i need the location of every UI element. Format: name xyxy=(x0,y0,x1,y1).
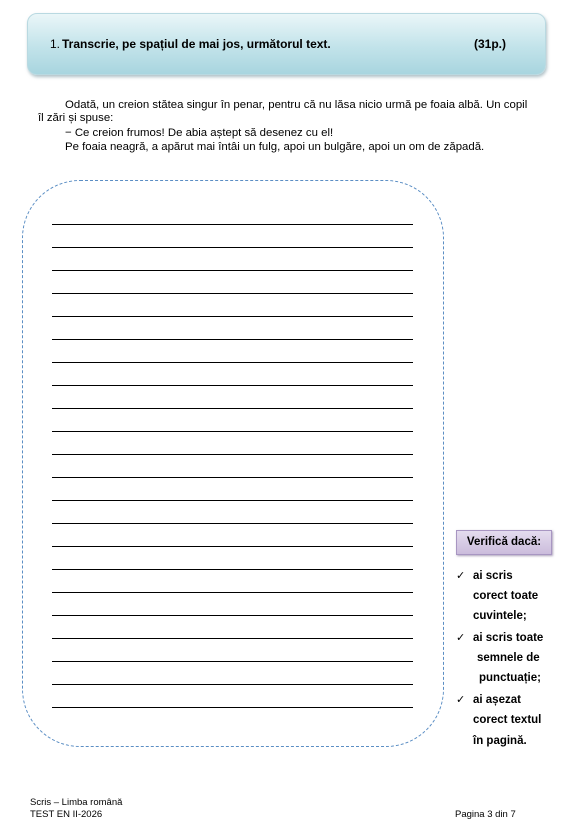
checklist-item-3-line-3: în pagină. xyxy=(473,735,527,747)
writing-line xyxy=(52,316,413,317)
check-icon: ✓ xyxy=(456,570,466,582)
checklist-item-3-line-2: corect textul xyxy=(473,714,542,726)
writing-line xyxy=(52,523,413,524)
checklist-item-1-line-3: cuvintele; xyxy=(473,610,527,622)
writing-line xyxy=(52,385,413,386)
footer-subject: Scris – Limba română xyxy=(30,797,123,808)
writing-line xyxy=(52,224,413,225)
writing-line xyxy=(52,638,413,639)
writing-line xyxy=(52,569,413,570)
checklist-item-1-line-1: ai scris xyxy=(473,570,513,582)
writing-line xyxy=(52,661,413,662)
text-line-4: Pe foaia neagră, a apărut mai întâi un fulg, apoi un bulgăre, apoi un om de zăpadă. xyxy=(65,141,485,153)
writing-line xyxy=(52,270,413,271)
checklist-item-3-line-1: ai așezat xyxy=(473,694,521,706)
writing-line xyxy=(52,362,413,363)
text-line-2: îl zări și spuse: xyxy=(38,112,114,124)
writing-line xyxy=(52,592,413,593)
text-line-1: Odată, un creion stătea singur în penar, pentru că nu lăsa nicio urmă pe foaia albă. Un copil xyxy=(65,99,528,111)
writing-line xyxy=(52,615,413,616)
writing-line xyxy=(52,684,413,685)
task-points: (31p.) xyxy=(474,37,507,51)
writing-line xyxy=(52,500,413,501)
checklist-item-2-line-1: ai scris toate xyxy=(473,632,544,644)
writing-line xyxy=(52,408,413,409)
writing-line xyxy=(52,707,413,708)
footer-test: TEST EN II-2026 xyxy=(30,809,103,820)
verify-title: Verifică dacă: xyxy=(456,530,552,555)
writing-line xyxy=(52,546,413,547)
footer-page: Pagina 3 din 7 xyxy=(455,809,516,820)
checklist-item-1-line-2: corect toate xyxy=(473,590,539,602)
check-icon: ✓ xyxy=(456,694,466,706)
checklist-item-2-line-3: punctuație; xyxy=(479,672,541,684)
task-number: 1. xyxy=(50,37,61,51)
text-line-3: − Ce creion frumos! De abia aștept să desenez cu el! xyxy=(65,127,334,139)
checklist-item-2-line-2: semnele de xyxy=(477,652,540,664)
writing-line xyxy=(52,431,413,432)
writing-line xyxy=(52,293,413,294)
task-title: Transcrie, pe spațiul de mai jos, următorul text. xyxy=(62,37,331,51)
writing-line xyxy=(52,454,413,455)
writing-line xyxy=(52,339,413,340)
writing-line xyxy=(52,477,413,478)
check-icon: ✓ xyxy=(456,632,466,644)
writing-line xyxy=(52,247,413,248)
